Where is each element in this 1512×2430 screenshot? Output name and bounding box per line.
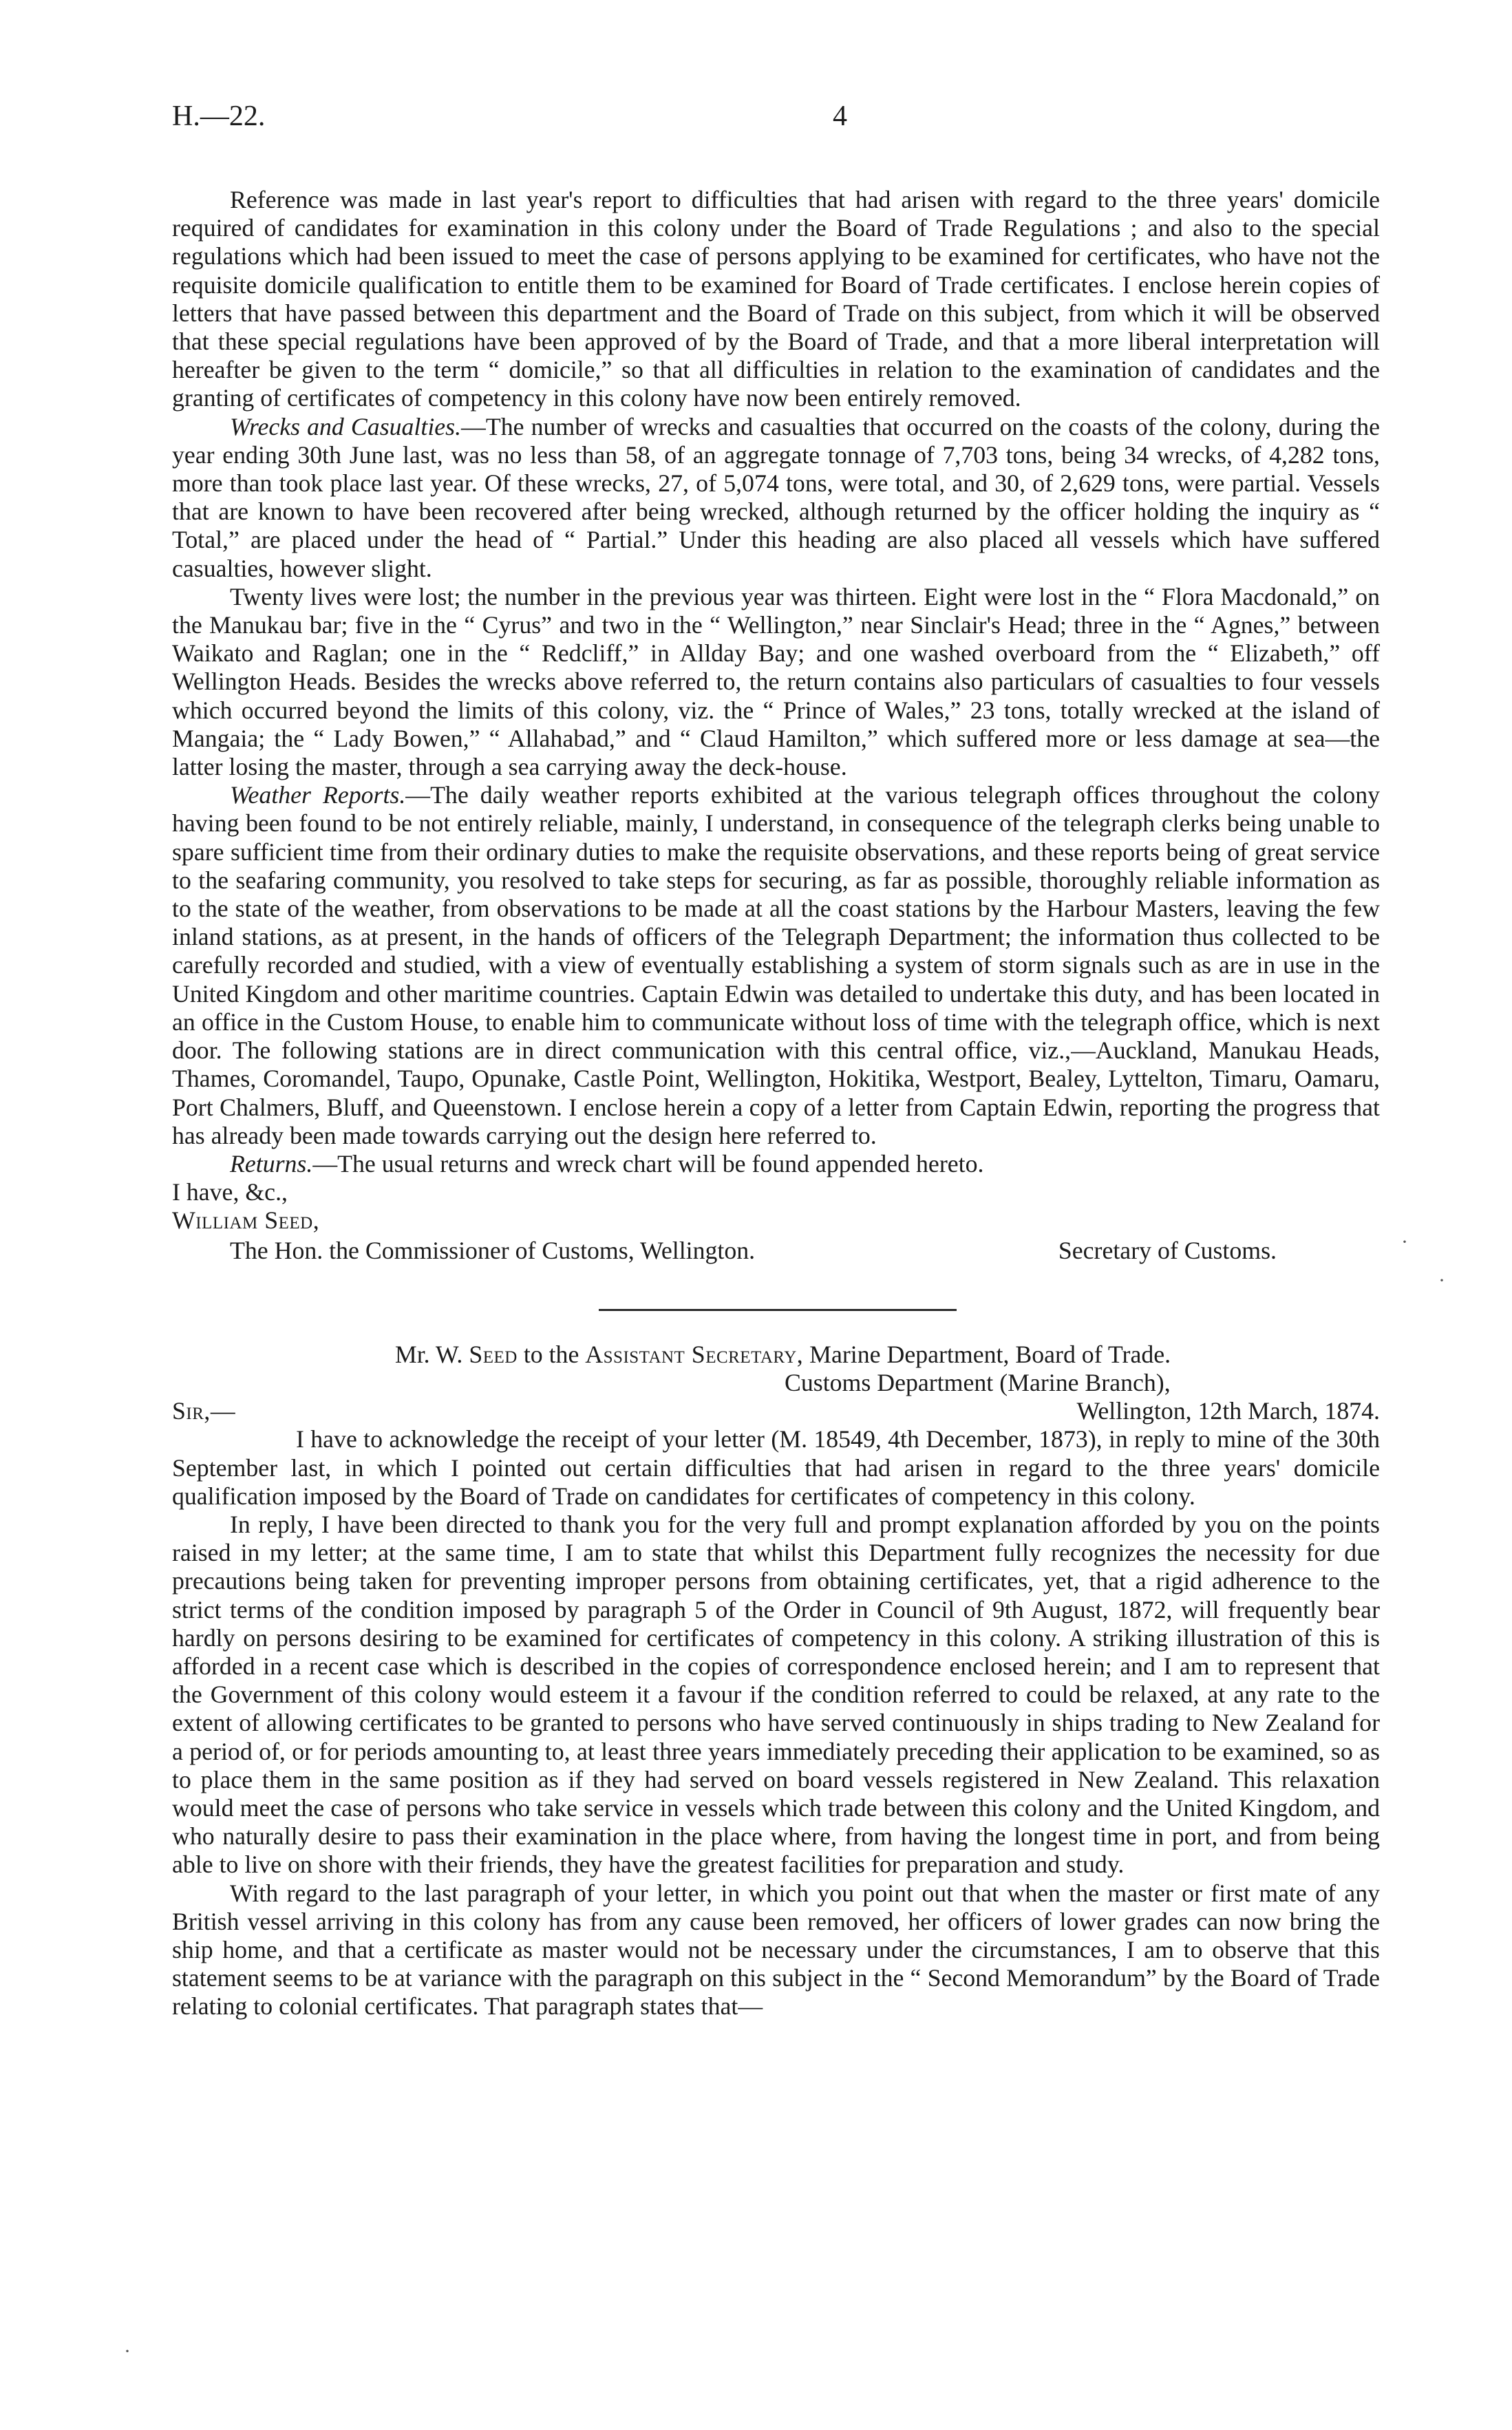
letter-title-recipient: Assistant Secretary, xyxy=(585,1340,804,1368)
report-signer: William Seed, xyxy=(172,1206,320,1235)
divider-rule xyxy=(599,1309,957,1311)
report-signoff: I have, &c., xyxy=(172,1178,288,1206)
report-paragraph-weather xyxy=(172,781,1380,1150)
wrecks-text: —The number of wrecks and casualties that occurred on the coasts of the colony, during the year ending 30th June last, was no less than 58, of an aggregate tonnage of 7,703 tons, being 34 wrecks, of 4,282 tons, more than took place last year. Of these wrecks, 27, of 5,074 tons, were total, and 30, of 2,629 tons, were partial. Vessels that are known to have been recovered after being wrecked, although returned by the officer holding the inquiry as “ Total,” are placed under the head of “ Partial.” Under this heading are also placed all vessels which have suffered casualties, however slight. xyxy=(172,412,1380,582)
returns-heading: Returns. xyxy=(230,1149,313,1177)
weather-text: —The daily weather reports exhibited at the various telegraph offices throughout the colony having been found to be not entirely reliable, mainly, I understand, in consequence of the telegraph clerks being unable to spare sufficient time from their ordinary duties to make the requisite observations, and these reports being of great service to the seafaring community, you resolved to take steps for securing, as far as possible, thoroughly reliable information as to the state of the weather, from observations to be made at all the coast stations by the Harbour Masters, leaving the few inland stations, as at present, in the hands of officers of the Telegraph Department; the information thus collected to be carefully recorded and studied, with a view of eventually establishing a system of storm signals such as are in use in the United Kingdom and other maritime countries. Captain Edwin was detailed to undertake this duty, and has been located in an office in the Custom House, to enable him to communicate without loss of time with the telegraph office, which is next door. The following stations are in direct communication with this central office, viz.,—Auckland, Manukau Heads, Thames, Coromandel, Taupo, Opunake, Castle Point, Wellington, Hokitika, Westport, Bealey, Lyttelton, Timaru, Oamaru, Port Chalmers, Bluff, and Queenstown. I enclose herein a copy of a letter from Captain Edwin, reporting the progress that has already been made towards carrying out the design here referred to. xyxy=(172,781,1380,1149)
letter-title-pre: Mr. W. xyxy=(394,1340,463,1368)
letter-department: Customs Department (Marine Branch), xyxy=(785,1368,1171,1396)
margin-speck: · xyxy=(1401,1230,1408,1253)
letter-title-mid: to the xyxy=(523,1340,579,1368)
margin-speck: · xyxy=(1438,1269,1445,1292)
letter-salutation-row xyxy=(172,1397,1380,1425)
report-paragraph-wrecks xyxy=(172,413,1380,583)
report-signer-title: Secretary of Customs. xyxy=(1058,1236,1277,1264)
letter-title-post: Marine Department, Board of Trade. xyxy=(809,1340,1171,1368)
document-reference: H.—22. xyxy=(172,100,266,132)
margin-speck: · xyxy=(124,2340,131,2363)
letter-place-date: Wellington, 12th March, 1874. xyxy=(1076,1397,1380,1425)
letter-title-seed: Seed xyxy=(469,1340,518,1368)
letter-paragraph-last: With regard to the last paragraph of your letter, in which you point out that when the master or first mate of any British vessel arriving in this colony has from any cause been removed, her officers of lower grades can now bring the ship home, and that a certificate as master would not be necessary under the circumstances, I am to observe that this statement seems to be at variance with the paragraph on this subject in the “ Second Memorandum” by the Board of Trade relating to colonial certificates. That paragraph states that— xyxy=(172,1879,1380,2021)
report-paragraph-domicile: Reference was made in last year's report to difficulties that had arisen with regard to the three years' domicile required of candidates for examination in this colony under the Board of Trade Regulations ; and also to the special regulations which had been issued to meet the case of persons applying to be examined for certificates, who have not the requisite domicile qualification to entitle them to be examined for Board of Trade certificates. I enclose herein copies of letters that have passed between this department and the Board of Trade on this subject, from which it will be observed that these special regulations have been approved of by the Board of Trade, and that a more liberal interpretation will hereafter be given to the term “ domicile,” so that all difficulties in relation to the examination of candidates and the granting of certificates of competency in this colony have now been entirely removed. xyxy=(172,186,1380,412)
report-paragraph-lives-lost: Twenty lives were lost; the number in the previous year was thirteen. Eight were lost in the “ Flora Macdonald,” on the Manukau bar; five in the “ Cyrus” and two in the “ Wellington,” near Sinclair's Head; three in the “ Agnes,” between Waikato and Raglan; one in the “ Redcliff,” in Allday Bay; and one washed overboard from the “ Elizabeth,” off Wellington Heads. Besides the wrecks above referred to, the return contains also particulars of casualties to four vessels which occurred beyond the limits of this colony, viz. the “ Prince of Wales,” 23 tons, totally wrecked at the island of Mangaia; the “ Lady Bowen,” “ Allahabad,” and “ Claud Hamilton,” which suffered more or less damage at sea—the latter losing the master, through a sea carrying away the deck-house. xyxy=(172,582,1380,781)
section-divider xyxy=(172,1265,1380,1341)
weather-heading: Weather Reports. xyxy=(230,781,406,809)
letter-paragraph-reply: In reply, I have been directed to thank you for the very full and prompt explanation afforded by you on the points raised in my letter; at the same time, I am to state that whilst this Department fully recognizes the necessity for due precautions being taken for preventing improper persons from obtaining certificates, yet, that a rigid adherence to the strict terms of the condition imposed by paragraph 5 of the Order in Council of 9th August, 1872, will frequently bear hardly on persons desiring to be examined for certificates of competency in this colony. A striking illustration of this is afforded in a recent case which is described in the copies of correspondence enclosed herein; and I am to represent that the Government of this colony would esteem it a favour if the condition referred to could be relaxed, at any rate to the extent of allowing certificates to be granted to persons who have served continuously in ships trading to New Zealand for a period of, or for periods amounting to, at least three years immediately preceding their application to be examined, so as to place them in the same position as if they had served on board vessels registered in New Zealand. This relaxation would meet the case of persons who take service in vessels which trade between this colony and the United Kingdom, and who naturally desire to pass their examination in the place where, from having the longest time in port, and from being able to live on shore with their friends, they have the greatest facilities for preparation and study. xyxy=(172,1510,1380,1879)
page-body xyxy=(172,186,1380,2021)
report-paragraph-returns xyxy=(172,1150,1380,1178)
returns-text: —The usual returns and wreck chart will be found appended hereto. xyxy=(312,1149,984,1177)
letter-salutation: Sir,— xyxy=(172,1397,236,1425)
report-address-row xyxy=(172,1237,1380,1265)
page-number: 4 xyxy=(833,100,847,132)
letter-paragraph-acknowledge: I have to acknowledge the receipt of your letter (M. 18549, 4th December, 1873), in reply to mine of the 30th September last, in which I pointed out certain difficulties that had arisen in regard to the three years' domicile qualification imposed by the Board of Trade on candidates for certificates of competency in this colony. xyxy=(172,1425,1380,1510)
letter-title xyxy=(172,1341,1380,1369)
page-header xyxy=(172,100,1376,141)
report-addressee: The Hon. the Commissioner of Customs, Wellington. xyxy=(230,1236,756,1264)
wrecks-heading: Wrecks and Casualties. xyxy=(230,412,462,440)
